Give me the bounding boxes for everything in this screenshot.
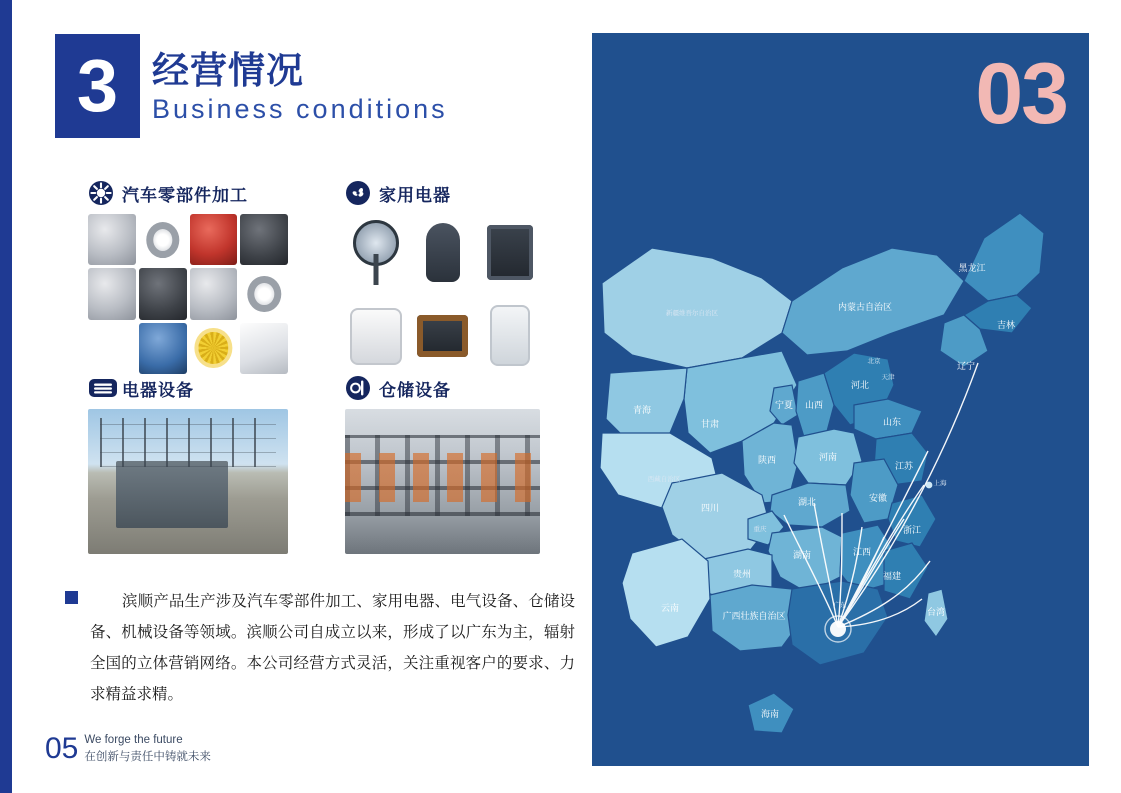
part-image — [88, 214, 136, 265]
left-accent-bar — [0, 0, 12, 793]
category-label: 仓储设备 — [379, 380, 451, 401]
part-image — [190, 323, 238, 374]
appliance-image — [412, 214, 473, 291]
province-label: 内蒙古自治区 — [837, 303, 893, 313]
page-number: 05 — [45, 732, 79, 765]
province-label: 河北 — [850, 381, 870, 391]
appliance-image — [479, 297, 540, 374]
province-label: 上海 — [933, 479, 947, 487]
part-image — [190, 268, 238, 319]
part-image — [88, 323, 136, 374]
province-label: 湖北 — [797, 498, 817, 508]
gear-icon — [88, 180, 114, 206]
substation-photo — [88, 409, 288, 554]
page-subtitle: Business conditions — [152, 94, 448, 125]
province-label: 湖南 — [792, 551, 812, 561]
province-label: 四川 — [700, 504, 720, 514]
appliance-image — [345, 214, 406, 291]
warehouse-photo — [345, 409, 540, 554]
province-label: 天津 — [881, 373, 895, 381]
province-label: 陕西 — [757, 456, 777, 466]
category-header — [345, 375, 540, 401]
footer-slogan — [84, 733, 211, 764]
category-auto-parts — [88, 180, 288, 374]
province-label: 吉林 — [996, 321, 1016, 331]
province-inner-mongolia — [782, 248, 964, 355]
category-label: 家用电器 — [379, 185, 451, 206]
paragraph-marker — [65, 591, 78, 604]
page-title: 经营情况 — [152, 49, 304, 93]
province-xinjiang — [602, 248, 792, 368]
part-image — [139, 214, 187, 265]
province-label: 贵州 — [732, 570, 752, 580]
province-label: 新疆维吾尔自治区 — [666, 309, 718, 317]
part-image — [190, 214, 238, 265]
part-image — [139, 323, 187, 374]
province-label: 辽宁 — [956, 362, 976, 372]
category-header — [88, 375, 288, 401]
category-warehouse-equipment — [345, 375, 540, 554]
province-label: 江苏 — [894, 462, 914, 472]
province-label: 云南 — [660, 604, 680, 614]
province-label: 台湾 — [926, 608, 946, 618]
forklift-icon — [345, 375, 371, 401]
province-label: 山东 — [882, 418, 902, 428]
province-label: 青海 — [632, 406, 652, 416]
appliance-image — [345, 297, 406, 374]
category-header — [88, 180, 288, 206]
province-label: 广东 — [833, 601, 847, 609]
section-header — [55, 34, 448, 138]
category-electrical-equipment — [88, 375, 288, 554]
footer-slogan-cn: 在创新与责任中铸就未来 — [84, 749, 211, 763]
auto-parts-image-grid — [88, 214, 288, 374]
province-label: 甘肃 — [700, 420, 720, 430]
province-label: 海南 — [760, 710, 780, 720]
category-label: 汽车零部件加工 — [122, 185, 248, 206]
description-block — [65, 586, 575, 710]
province-label: 福建 — [882, 572, 902, 582]
province-label: 黑龙江 — [958, 264, 986, 274]
province-yunnan — [622, 539, 710, 647]
transformer-icon — [88, 375, 114, 401]
province-label: 广西壮族自治区 — [722, 612, 786, 622]
fan-icon — [345, 180, 371, 206]
appliance-image — [479, 214, 540, 291]
part-image — [139, 268, 187, 319]
appliance-image — [412, 297, 473, 374]
part-image — [88, 268, 136, 319]
province-label: 重庆 — [753, 525, 767, 533]
province-heilongjiang — [964, 213, 1044, 301]
province-label: 江西 — [852, 548, 872, 558]
china-map-svg — [592, 33, 1089, 766]
province-label: 西藏自治区 — [647, 475, 681, 483]
map-provinces — [600, 213, 1044, 733]
part-image — [240, 214, 288, 265]
province-label: 河南 — [818, 453, 838, 463]
part-image — [240, 323, 288, 374]
footer — [45, 732, 211, 766]
section-number: 3 — [55, 34, 140, 138]
chapter-number: 03 — [975, 46, 1067, 142]
china-map-panel — [592, 33, 1089, 766]
province-label: 山西 — [804, 401, 824, 411]
category-header — [345, 180, 540, 206]
section-title-group — [152, 34, 448, 138]
footer-slogan-en: We forge the future — [84, 734, 183, 747]
province-label: 北京 — [867, 357, 881, 365]
province-label: 宁夏 — [774, 401, 794, 411]
category-home-appliance — [345, 180, 540, 374]
province-label: 浙江 — [902, 526, 922, 536]
hub-marker — [830, 621, 846, 637]
category-label: 电器设备 — [122, 380, 194, 401]
description-text: 滨顺产品生产涉及汽车零部件加工、家用电器、电气设备、仓储设备、机械设备等领域。滨顺公司自成立以来，形成了以广东为主，辐射全国的立体营销网络。本公司经营方式灵活，关注重视客户的要求、力求精益求精。 — [90, 592, 575, 703]
province-label: 安徽 — [868, 494, 888, 504]
part-image — [240, 268, 288, 319]
appliance-image-grid — [345, 214, 540, 374]
